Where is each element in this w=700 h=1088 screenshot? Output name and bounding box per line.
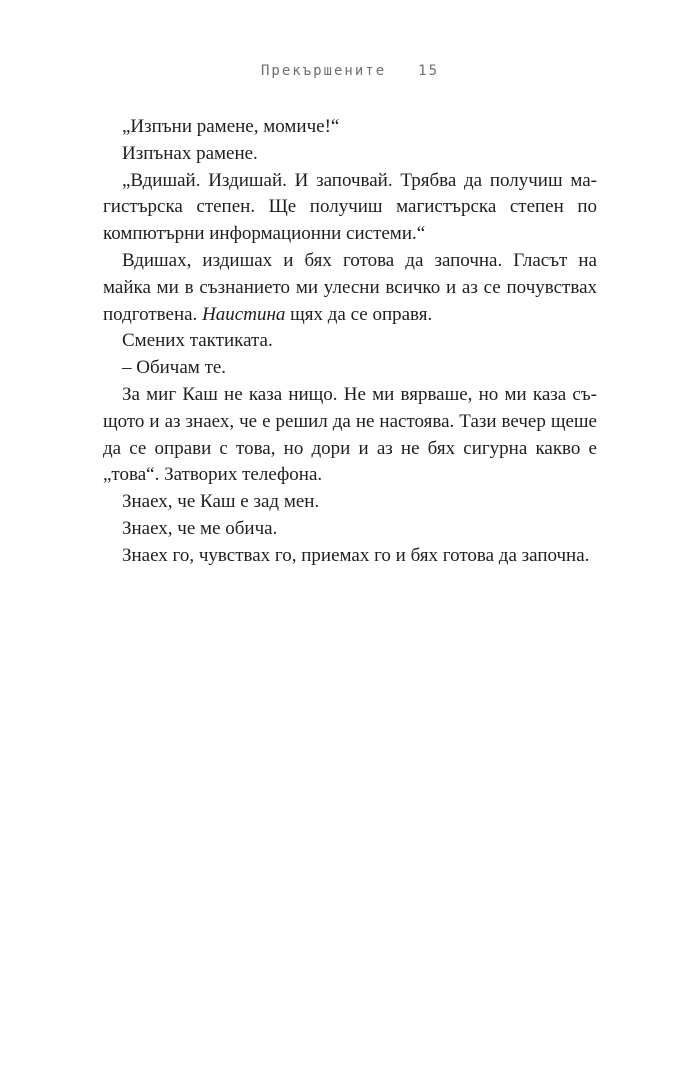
- paragraph: [103, 248, 597, 328]
- page-number: 15: [418, 63, 439, 79]
- paragraph-text-end: щях да се оправя.: [285, 303, 433, 325]
- running-header: [0, 63, 700, 79]
- paragraph: За миг Каш не каза нищо. Не ми вярваше, но ми каза същото и аз знаех, че е решил да не настоява. Тази вечер щеше да се оправи с това, но дори и аз не бях сигурна какво е „това“. Затворих телефона.: [103, 383, 597, 486]
- paragraph: Изпънах рамене.: [122, 142, 258, 164]
- emphasis-word: Наистина: [202, 303, 286, 325]
- paragraph: Знаех, че Каш е зад мен.: [122, 491, 320, 513]
- paragraph: – Обичам те.: [122, 357, 227, 379]
- running-title: Прекършените: [260, 63, 387, 79]
- paragraph: Знаех, че ме обича.: [122, 517, 278, 539]
- paragraph: Смених тактиката.: [122, 330, 273, 352]
- paragraph: „Вдишай. Издишай. И започвай. Трябва да получиш магистърска степен. Ще получиш магистърска степен по компютърни информационни системи.“: [103, 169, 597, 245]
- paragraph-text: Вдишах, издишах и бях готова да започна. Гласът на майка ми в съзнанието ми улесни всичко и аз се почувствах подготвена.: [103, 249, 597, 325]
- paragraph: Знаех го, чувствах го, приемах го и бях готова да започна.: [122, 544, 590, 566]
- body-text: [103, 114, 597, 570]
- paragraph: „Изпъни рамене, момиче!“: [122, 116, 340, 137]
